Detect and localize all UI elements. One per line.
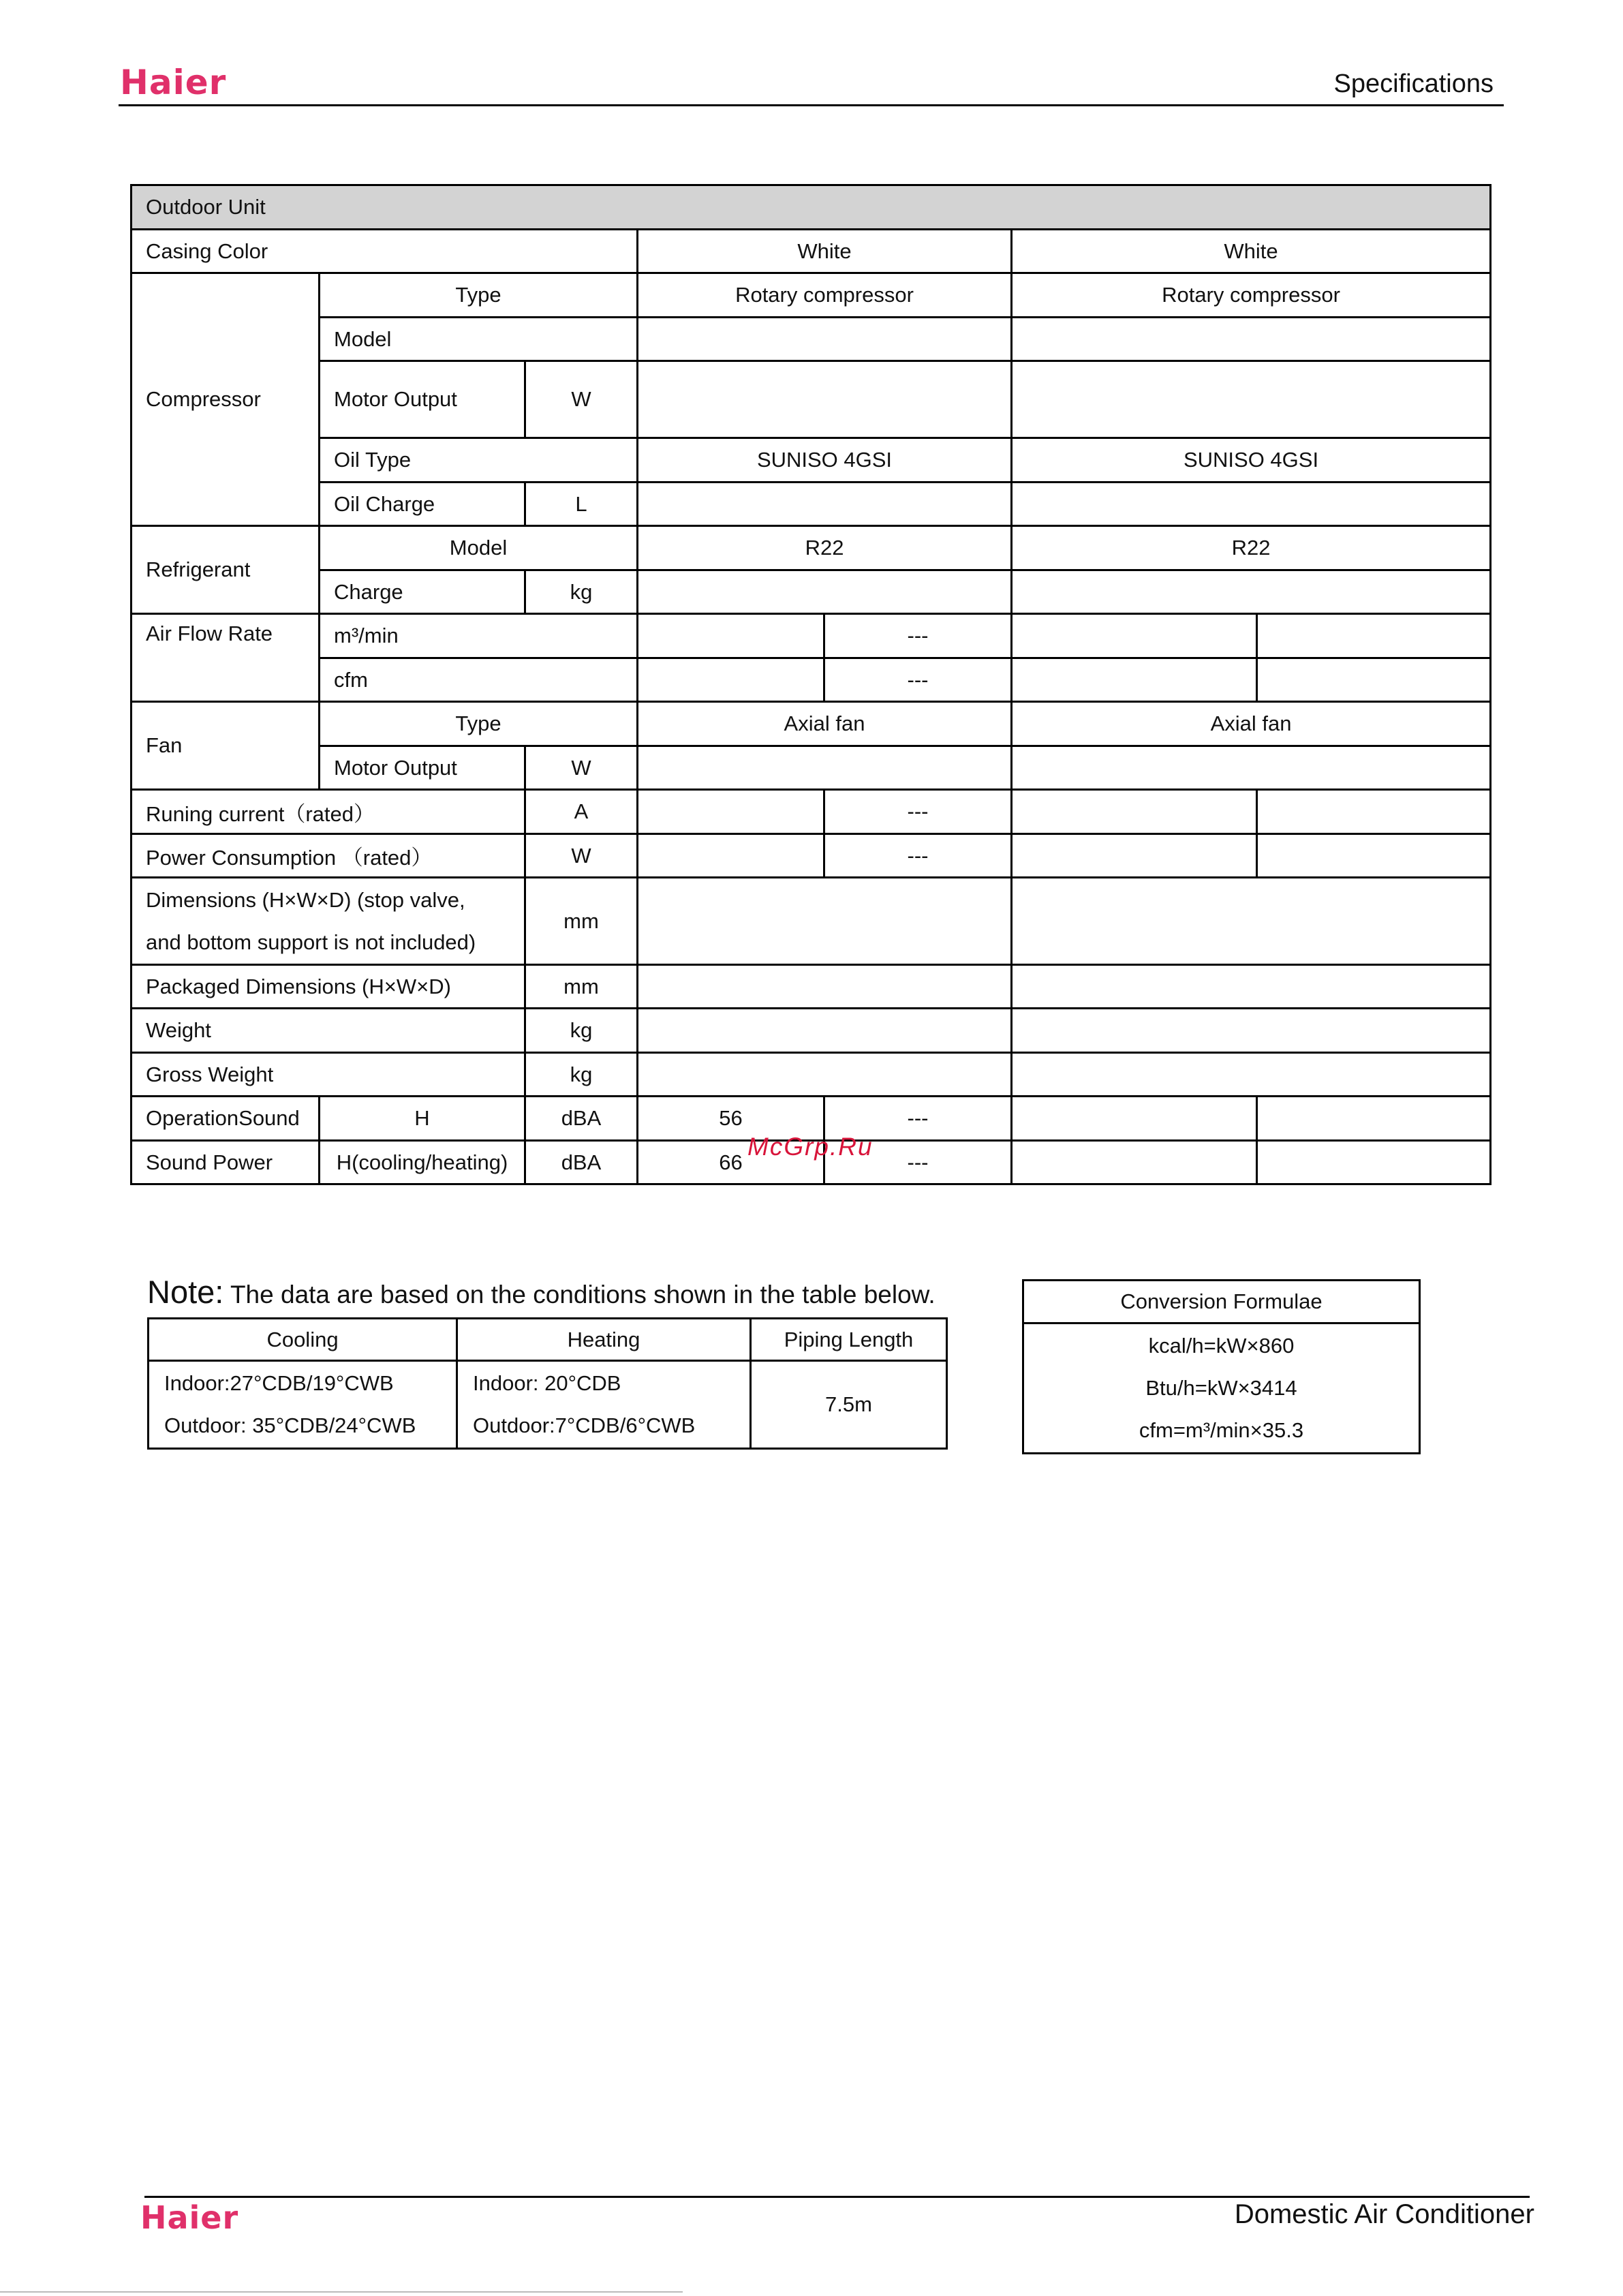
unit-cell: kg xyxy=(525,1009,638,1053)
conditions-table xyxy=(147,1317,948,1450)
unit-cell: mm xyxy=(525,965,638,1009)
cell-value xyxy=(1257,790,1491,834)
row-label: Casing Color xyxy=(132,230,638,273)
cell-value: Rotary compressor xyxy=(1012,273,1491,318)
table-row xyxy=(132,965,1491,1009)
col-header-heating: Heating xyxy=(457,1319,751,1361)
cell-value: --- xyxy=(824,614,1012,658)
cell-value: --- xyxy=(824,1097,1012,1141)
conversion-table xyxy=(1022,1279,1421,1454)
footer-title: Domestic Air Conditioner xyxy=(1234,2199,1534,2229)
cooling-outdoor: Outdoor: 35°CDB/24°CWB xyxy=(164,1413,416,1437)
heating-outdoor: Outdoor:7°CDB/6°CWB xyxy=(473,1413,696,1437)
conversion-cfm: cfm=m³/min×35.3 xyxy=(1139,1418,1304,1442)
cell-value: White xyxy=(638,230,1012,273)
table-row xyxy=(132,185,1491,230)
cell-value xyxy=(638,570,1012,614)
cell-value xyxy=(1012,614,1257,658)
row-label: Charge xyxy=(320,570,525,614)
dimensions-line-2: and bottom support is not included) xyxy=(146,930,476,954)
cell-value xyxy=(638,1053,1012,1097)
cell-value xyxy=(1012,965,1491,1009)
table-row xyxy=(132,614,1491,658)
cell-value xyxy=(1012,570,1491,614)
cell-value: --- xyxy=(824,1141,1012,1184)
conversion-btu: Btu/h=kW×3414 xyxy=(1145,1376,1297,1400)
table-row xyxy=(132,570,1491,614)
note-title: Note: xyxy=(147,1274,224,1310)
outdoor-unit-spec-table xyxy=(130,184,1491,1185)
row-label: m³/min xyxy=(320,614,638,658)
watermark: McGrp.Ru xyxy=(747,1133,874,1161)
unit-cell: kg xyxy=(525,1053,638,1097)
cell-value: --- xyxy=(824,834,1012,878)
cell-value: 66 xyxy=(638,1141,824,1184)
unit-cell: kg xyxy=(525,570,638,614)
note-body: The data are based on the conditions shown in the table below. xyxy=(223,1281,936,1308)
cell-value xyxy=(638,878,1012,965)
cooling-conditions xyxy=(149,1361,457,1449)
cell-value xyxy=(1012,790,1257,834)
cell-value: Rotary compressor xyxy=(638,273,1012,318)
table-row xyxy=(132,1009,1491,1053)
cell-value xyxy=(1012,1097,1257,1141)
row-label: cfm xyxy=(320,658,638,702)
unit-cell: A xyxy=(525,790,638,834)
table-row xyxy=(132,526,1491,570)
table-row xyxy=(132,658,1491,702)
unit-cell: W xyxy=(525,361,638,438)
group-label: Refrigerant xyxy=(132,526,320,614)
dimensions-line-1: Dimensions (H×W×D) (stop valve, xyxy=(146,887,465,912)
conversion-title: Conversion Formulae xyxy=(1023,1281,1420,1323)
row-label: Motor Output xyxy=(320,361,525,438)
cell-value xyxy=(1012,1009,1491,1053)
table-row xyxy=(132,1053,1491,1097)
cell-value xyxy=(1012,318,1491,361)
cell-value xyxy=(1257,834,1491,878)
cell-value xyxy=(1257,1141,1491,1184)
unit-cell: dBA xyxy=(525,1097,638,1141)
header-title: Specifications xyxy=(1333,70,1494,98)
row-label: Type xyxy=(320,273,638,318)
mode-cell: H xyxy=(320,1097,525,1141)
row-label: Sound Power xyxy=(132,1141,320,1184)
cell-value: White xyxy=(1012,230,1491,273)
table-row xyxy=(132,834,1491,878)
cell-value xyxy=(638,614,824,658)
header-logo: Haier xyxy=(120,63,227,102)
unit-cell: L xyxy=(525,483,638,526)
cell-value xyxy=(1257,658,1491,702)
row-label: Model xyxy=(320,526,638,570)
cell-value xyxy=(1012,746,1491,790)
conversion-kcal: kcal/h=kW×860 xyxy=(1148,1334,1295,1358)
footer-logo: Haier xyxy=(140,2199,239,2236)
row-label: Model xyxy=(320,318,638,361)
table-row xyxy=(149,1319,947,1361)
unit-cell: W xyxy=(525,834,638,878)
cell-value xyxy=(638,965,1012,1009)
unit-cell: mm xyxy=(525,878,638,965)
cell-value xyxy=(638,790,824,834)
table-row xyxy=(132,790,1491,834)
cell-value xyxy=(1257,1097,1491,1141)
cell-value xyxy=(638,483,1012,526)
table-row xyxy=(132,746,1491,790)
group-label: Fan xyxy=(132,702,320,790)
table-row xyxy=(132,878,1491,965)
heating-indoor: Indoor: 20°CDB xyxy=(473,1371,621,1395)
cell-value xyxy=(1012,361,1491,438)
table-row xyxy=(132,702,1491,746)
group-label: Compressor xyxy=(132,273,320,526)
mode-cell: H(cooling/heating) xyxy=(320,1141,525,1184)
section-header: Outdoor Unit xyxy=(132,185,1491,230)
group-label: Air Flow Rate xyxy=(132,614,320,702)
row-label: Gross Weight xyxy=(132,1053,525,1097)
table-row xyxy=(132,230,1491,273)
conversion-lines xyxy=(1023,1323,1420,1454)
note-text xyxy=(147,1273,936,1311)
cell-value: 56 xyxy=(638,1097,824,1141)
cell-value xyxy=(1012,1141,1257,1184)
table-row xyxy=(149,1361,947,1449)
page-edge-line xyxy=(0,2291,683,2293)
cell-value: R22 xyxy=(1012,526,1491,570)
row-label: Runing current（rated） xyxy=(132,790,525,834)
cell-value xyxy=(638,361,1012,438)
heating-conditions xyxy=(457,1361,751,1449)
col-header-piping: Piping Length xyxy=(751,1319,947,1361)
row-label: OperationSound xyxy=(132,1097,320,1141)
table-row xyxy=(132,438,1491,483)
row-label xyxy=(132,878,525,965)
cell-value: --- xyxy=(824,658,1012,702)
cell-value: Axial fan xyxy=(1012,702,1491,746)
cell-value: R22 xyxy=(638,526,1012,570)
cell-value xyxy=(1257,614,1491,658)
header-rule xyxy=(119,104,1504,106)
table-row xyxy=(132,361,1491,438)
table-row xyxy=(1023,1323,1420,1454)
cell-value xyxy=(638,834,824,878)
row-label: Type xyxy=(320,702,638,746)
col-header-cooling: Cooling xyxy=(149,1319,457,1361)
row-label: Oil Charge xyxy=(320,483,525,526)
table-row xyxy=(1023,1281,1420,1323)
cell-value: --- xyxy=(824,790,1012,834)
cell-value xyxy=(1012,1053,1491,1097)
cell-value: SUNISO 4GSI xyxy=(638,438,1012,483)
unit-cell: W xyxy=(525,746,638,790)
cell-value xyxy=(638,1009,1012,1053)
unit-cell: dBA xyxy=(525,1141,638,1184)
cooling-indoor: Indoor:27°CDB/19°CWB xyxy=(164,1371,394,1395)
piping-length: 7.5m xyxy=(751,1361,947,1449)
row-label: Power Consumption （rated） xyxy=(132,834,525,878)
row-label: Motor Output xyxy=(320,746,525,790)
cell-value xyxy=(1012,658,1257,702)
footer-rule xyxy=(144,2196,1530,2198)
cell-value xyxy=(638,318,1012,361)
cell-value xyxy=(638,658,824,702)
row-label: Packaged Dimensions (H×W×D) xyxy=(132,965,525,1009)
row-label: Oil Type xyxy=(320,438,638,483)
table-row xyxy=(132,483,1491,526)
cell-value xyxy=(638,746,1012,790)
row-label: Weight xyxy=(132,1009,525,1053)
cell-value: Axial fan xyxy=(638,702,1012,746)
cell-value: SUNISO 4GSI xyxy=(1012,438,1491,483)
cell-value xyxy=(1012,483,1491,526)
table-row xyxy=(132,318,1491,361)
cell-value xyxy=(1012,834,1257,878)
cell-value xyxy=(1012,878,1491,965)
table-row xyxy=(132,273,1491,318)
